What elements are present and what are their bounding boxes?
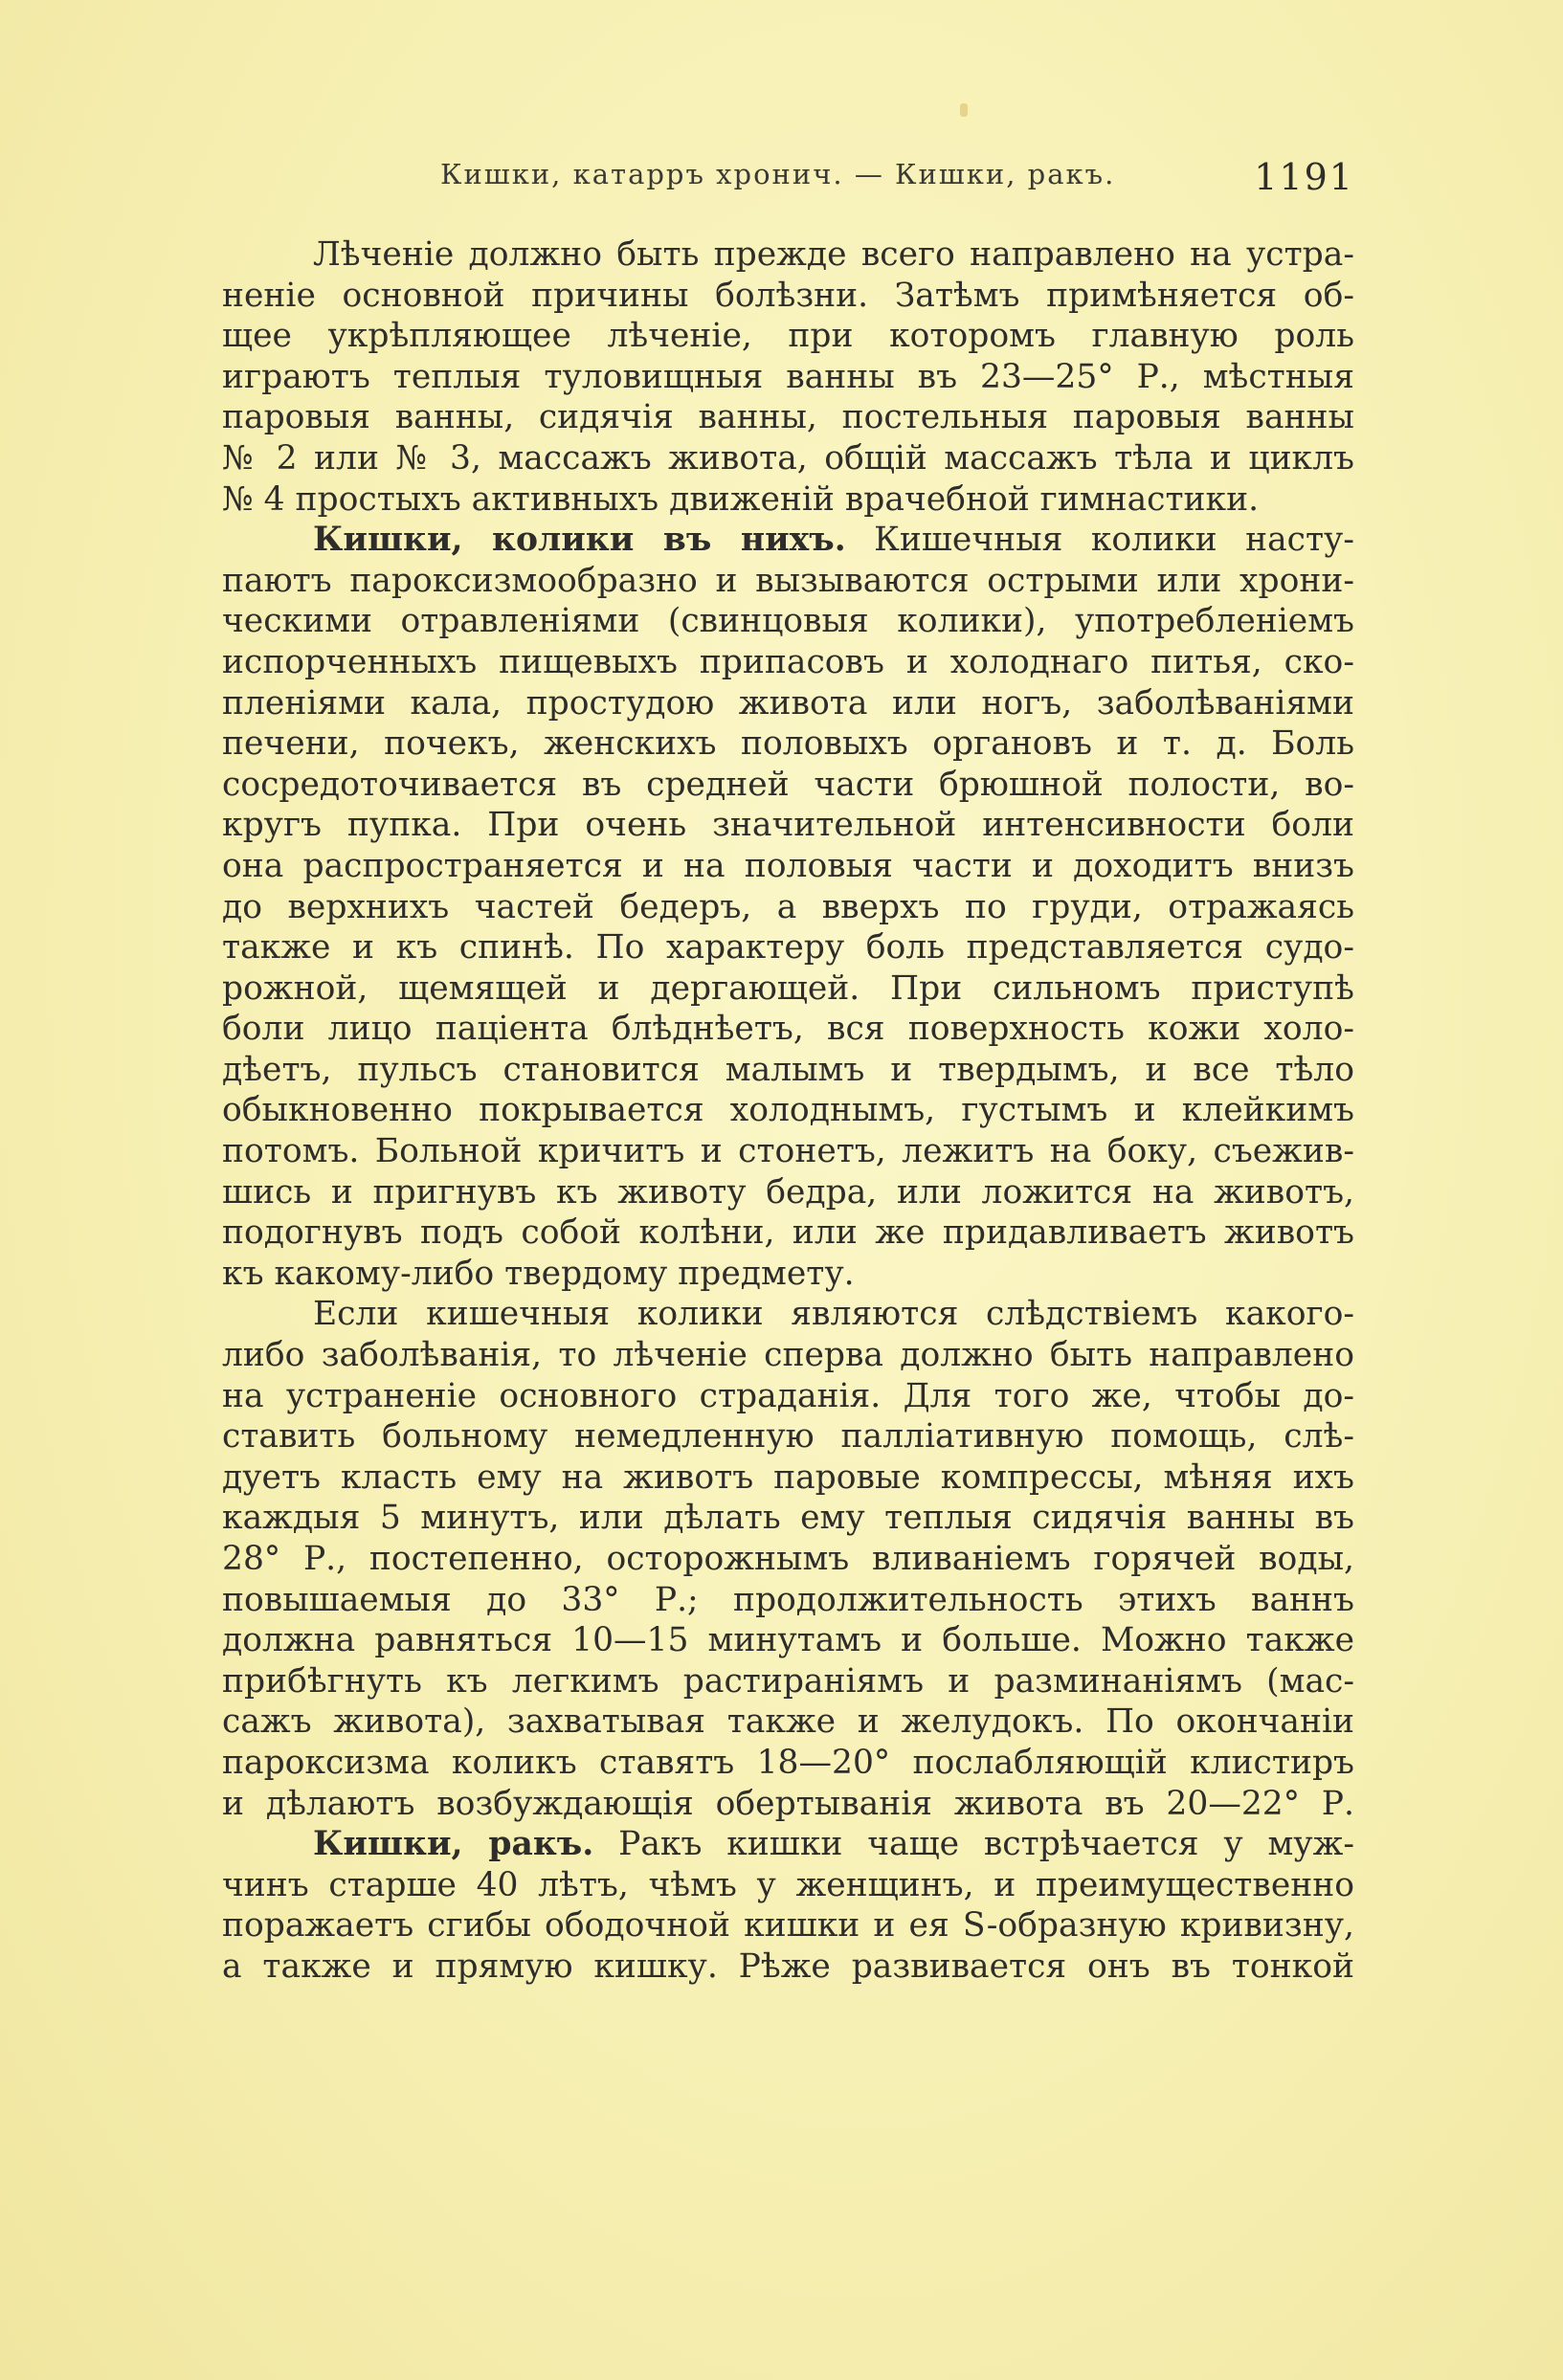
text-line: Если кишечныя колики являются слѣдствіемъ какого- xyxy=(313,1295,1354,1334)
text-line: также и къ спинѣ. По характеру боль представляется судо- xyxy=(222,928,1354,968)
text-line: играютъ теплыя туловищныя ванны въ 23—25° Р., мѣстныя xyxy=(222,357,1354,396)
text-line: боли лицо паціента блѣднѣетъ, вся поверхность кожи холо- xyxy=(222,1010,1354,1049)
text-line: потомъ. Больной кричитъ и стонетъ, лежитъ на боку, съежив- xyxy=(222,1132,1354,1171)
text-line: пленіями кала, простудою живота или ногъ, заболѣваніями xyxy=(222,683,1354,723)
text-line: паютъ пароксизмообразно и вызываются острыми или хрони- xyxy=(222,561,1354,600)
text-line: кругъ пупка. При очень значительной интенсивности боли xyxy=(222,806,1354,845)
running-title: Кишки, катарръ хронич. — Кишки, ракъ. xyxy=(440,158,1116,190)
text-line: № 2 или № 3, массажъ живота, общій массажъ тѣла и циклъ xyxy=(222,438,1354,478)
text-line: повышаемыя до 33° Р.; продолжительность этихъ ваннъ xyxy=(222,1580,1354,1619)
entry-heading-koliki: Кишки, колики въ нихъ. xyxy=(313,521,846,560)
text-line: ставить больному немедленную палліативную помощь, слѣ- xyxy=(222,1417,1354,1457)
text-line: и дѣлаютъ возбуждающія обертыванія живота въ 20—22° Р. xyxy=(222,1784,1354,1823)
text-line: на устраненіе основного страданія. Для того же, чтобы до- xyxy=(222,1376,1354,1415)
body-text xyxy=(222,234,1354,1988)
text-line: либо заболѣванія, то лѣченіе сперва должно быть направлено xyxy=(222,1336,1354,1375)
text-line: ческими отравленіями (свинцовыя колики), употребленіемъ xyxy=(222,602,1354,641)
text-line: подогнувъ подъ собой колѣни, или же придавливаетъ животъ xyxy=(222,1213,1354,1253)
text-line: сажъ живота), захватывая также и желудокъ. По окончаніи xyxy=(222,1702,1354,1742)
text-line: прибѣгнуть къ легкимъ растираніямъ и разминаніямъ (мас- xyxy=(222,1661,1354,1701)
text-line: она распространяется и на половыя части и доходитъ внизъ xyxy=(222,846,1354,885)
text-line: до верхнихъ частей бедеръ, а вверхъ по груди, отражаясь xyxy=(222,887,1354,926)
text-line: дѣетъ, пульсъ становится малымъ и твердымъ, и все тѣло xyxy=(222,1050,1354,1089)
paper-blemish xyxy=(960,103,968,117)
text-line: испорченныхъ пищевыхъ припасовъ и холоднаго питья, ско- xyxy=(222,642,1354,681)
text-line: Лѣченіе должно быть прежде всего направлено на устра- xyxy=(313,235,1354,274)
text-line: дуетъ класть ему на животъ паровые компрессы, мѣняя ихъ xyxy=(222,1457,1354,1497)
text-line: каждыя 5 минутъ, или дѣлать ему теплыя сидячія ванны въ xyxy=(222,1499,1354,1538)
text-line: щее укрѣпляющее лѣченіе, при которомъ главную роль xyxy=(222,317,1354,356)
text-line: чинъ старше 40 лѣтъ, чѣмъ у женщинъ, и преимущественно xyxy=(222,1865,1354,1904)
text-line: обыкновенно покрывается холоднымъ, густымъ и клейкимъ xyxy=(222,1091,1354,1130)
text-line: рожной, щемящей и дергающей. При сильномъ приступѣ xyxy=(222,968,1354,1008)
page-number: 1191 xyxy=(1254,156,1354,198)
text-line: шись и пригнувъ къ животу бедра, или ложится на животъ, xyxy=(222,1172,1354,1212)
entry-heading-rak: Кишки, ракъ. xyxy=(313,1825,594,1864)
text-line: должна равняться 10—15 минутамъ и больше. Можно также xyxy=(222,1621,1354,1660)
text-line: неніе основной причины болѣзни. Затѣмъ примѣняется об- xyxy=(222,276,1354,315)
text-line: а также и прямую кишку. Рѣже развивается онъ въ тонкой xyxy=(222,1946,1354,1986)
text-line: пароксизма коликъ ставятъ 18—20° послабляющій клистиръ xyxy=(222,1743,1354,1782)
text-line: паровыя ванны, сидячія ванны, постельныя паровыя ванны xyxy=(222,398,1354,437)
text-line: Кишки, колики въ нихъ. Кишечныя колики насту- xyxy=(313,521,1354,560)
text-line: 28° Р., постепенно, осторожнымъ вливаніемъ горячей воды, xyxy=(222,1540,1354,1578)
text-line: сосредоточивается въ средней части брюшной полости, во- xyxy=(222,765,1354,804)
text-line: № 4 простыхъ активныхъ движеній врачебной гимнастики. xyxy=(222,479,1260,519)
page-header xyxy=(220,158,1354,215)
text-line: поражаетъ сгибы ободочной кишки и ея S-образную кривизну, xyxy=(222,1906,1354,1946)
text-line: печени, почекъ, женскихъ половыхъ органовъ и т. д. Боль xyxy=(222,724,1354,764)
text-line: Кишки, ракъ. Ракъ кишки чаще встрѣчается у муж- xyxy=(313,1825,1354,1864)
text-line: къ какому-либо твердому предмету. xyxy=(222,1254,855,1293)
